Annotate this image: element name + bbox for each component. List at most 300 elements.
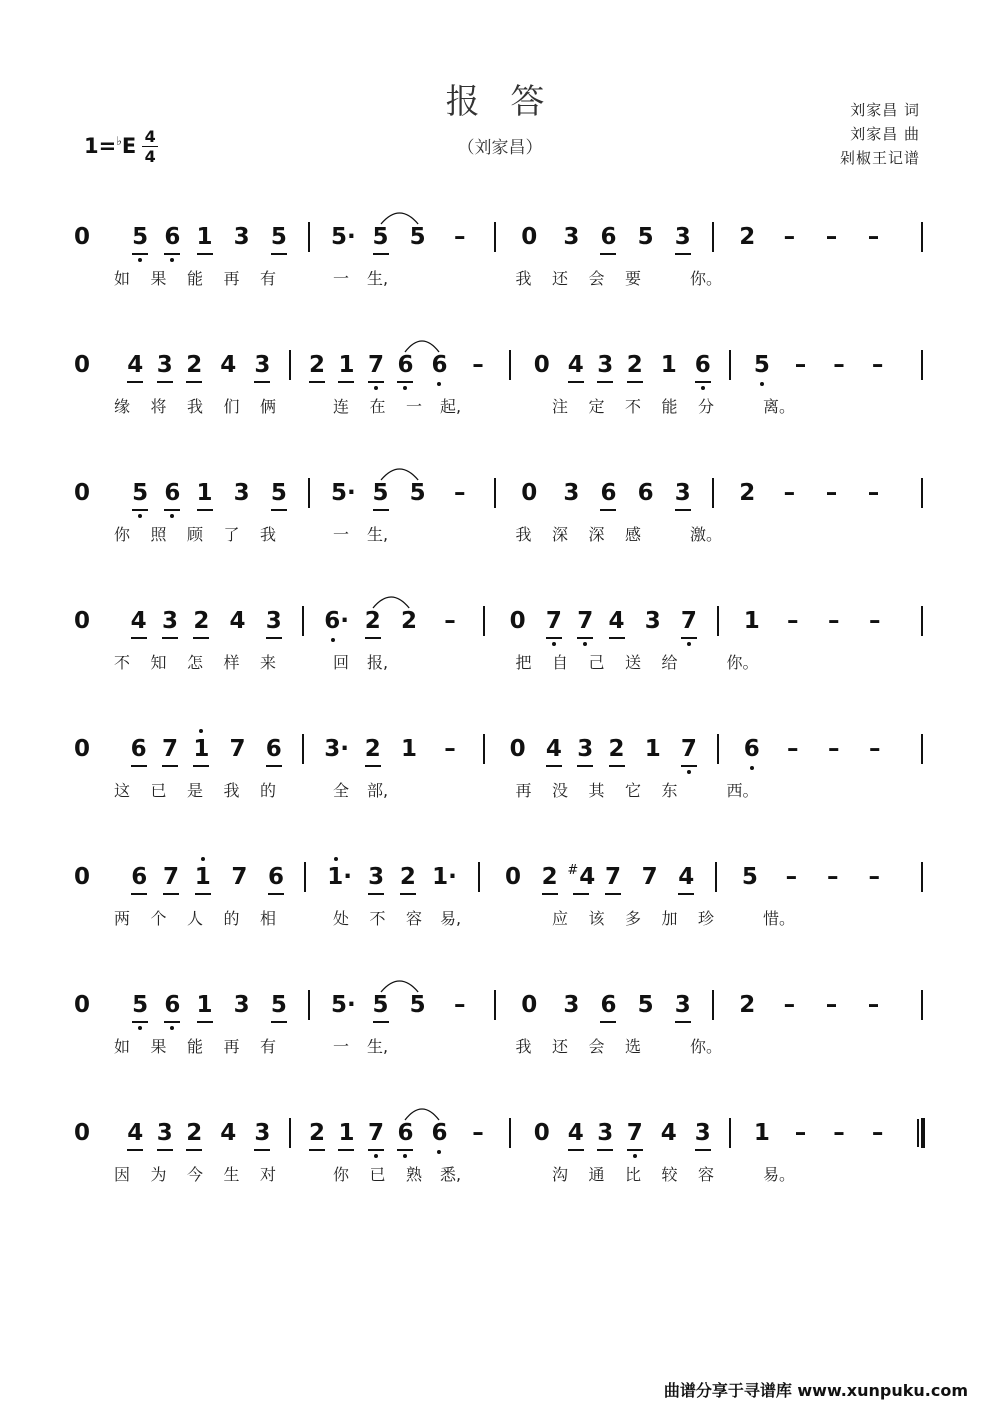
note: 1 bbox=[193, 736, 210, 762]
eighth-underline bbox=[573, 893, 589, 895]
note: 6 bbox=[164, 480, 181, 506]
low-octave-dot bbox=[170, 258, 174, 262]
note: 6 bbox=[431, 352, 448, 378]
eighth-underline bbox=[271, 253, 287, 255]
note: 7 bbox=[229, 736, 246, 762]
eighth-underline bbox=[368, 1149, 384, 1151]
note: 7 bbox=[163, 864, 180, 890]
composer-credit: 刘家昌 曲 bbox=[850, 125, 920, 143]
note: 5 bbox=[372, 992, 389, 1018]
note: 3 bbox=[254, 1120, 271, 1146]
low-octave-dot bbox=[170, 1026, 174, 1030]
lyric-syllable: 沟 bbox=[551, 1165, 569, 1184]
lyric-syllable: 你 bbox=[113, 525, 131, 544]
note: 0 bbox=[73, 864, 91, 890]
note: 5· bbox=[331, 480, 356, 506]
barline bbox=[302, 734, 304, 764]
note-extension: – bbox=[787, 736, 799, 762]
note: 5 bbox=[270, 480, 287, 506]
eighth-underline bbox=[195, 893, 211, 895]
note: 3 bbox=[563, 480, 580, 506]
eighth-underline bbox=[193, 637, 209, 639]
barline bbox=[717, 734, 719, 764]
eighth-underline bbox=[600, 1021, 616, 1023]
lyric-syllable: 其 bbox=[588, 781, 605, 800]
eighth-underline bbox=[365, 637, 381, 639]
barline bbox=[494, 478, 496, 508]
lyric-syllable: 缘 bbox=[113, 397, 131, 416]
lyric-syllable: 深 bbox=[588, 525, 605, 544]
note: 5 bbox=[637, 992, 654, 1018]
note-extension: – bbox=[871, 1120, 884, 1146]
eighth-underline bbox=[609, 765, 625, 767]
eighth-underline bbox=[368, 893, 384, 895]
low-octave-dot bbox=[750, 766, 754, 770]
time-signature-unit: 4 bbox=[144, 146, 156, 166]
note: 2 bbox=[364, 608, 381, 634]
eighth-underline bbox=[309, 381, 325, 383]
lyric-syllable: 珍 bbox=[697, 909, 715, 928]
note-extension: – bbox=[867, 992, 880, 1018]
low-octave-dot bbox=[138, 514, 142, 518]
note: 0 bbox=[73, 480, 91, 506]
note-extension: – bbox=[833, 352, 845, 378]
eighth-underline bbox=[131, 765, 147, 767]
note: 0 bbox=[509, 736, 526, 762]
note: 1 bbox=[753, 1120, 770, 1146]
eighth-underline bbox=[568, 381, 584, 383]
lyric-syllable: 容 bbox=[405, 909, 423, 928]
eighth-underline bbox=[577, 765, 593, 767]
lyric-syllable: 一 bbox=[332, 525, 350, 544]
note: 3 bbox=[674, 992, 691, 1018]
note: 6 bbox=[397, 1120, 414, 1146]
note: 5 bbox=[741, 864, 758, 890]
note: 2 bbox=[739, 992, 756, 1018]
low-octave-dot bbox=[437, 382, 441, 386]
note: 2 bbox=[626, 352, 643, 378]
note: 1 bbox=[338, 1120, 355, 1146]
barline bbox=[308, 990, 310, 1020]
note: 5 bbox=[270, 992, 287, 1018]
lyric-syllable: 该 bbox=[588, 909, 605, 928]
barline bbox=[712, 478, 714, 508]
score-line bbox=[0, 1118, 1000, 1208]
lyric-syllable: 能 bbox=[661, 397, 678, 416]
low-octave-dot bbox=[374, 386, 378, 390]
note: 2 bbox=[399, 864, 416, 890]
lyric-syllable: 生, bbox=[366, 269, 389, 288]
lyric-syllable: 个 bbox=[150, 909, 167, 928]
note: 3 bbox=[156, 1120, 173, 1146]
lyric-syllable: 已 bbox=[150, 781, 167, 800]
note-extension: – bbox=[785, 864, 798, 890]
eighth-underline bbox=[197, 253, 213, 255]
lyric-syllable: 在 bbox=[369, 397, 386, 416]
low-octave-dot bbox=[170, 514, 174, 518]
note: 6 bbox=[743, 736, 760, 762]
lyric-syllable: 因 bbox=[113, 1165, 131, 1184]
low-octave-dot bbox=[403, 1154, 407, 1158]
note: 7 bbox=[641, 864, 658, 890]
eighth-underline bbox=[266, 637, 282, 639]
eighth-underline bbox=[162, 637, 178, 639]
lyric-syllable: 报, bbox=[366, 653, 389, 672]
eighth-underline bbox=[132, 1021, 148, 1023]
eighth-underline bbox=[164, 253, 180, 255]
song-subtitle: （刘家昌） bbox=[457, 138, 543, 158]
lyric-syllable: 我 bbox=[259, 525, 277, 544]
note: 3 bbox=[694, 1120, 711, 1146]
note-digit: 4 bbox=[579, 864, 596, 890]
lyric-syllable: 顾 bbox=[186, 525, 204, 544]
lyric-syllable: 易, bbox=[439, 909, 462, 928]
eighth-underline bbox=[132, 253, 148, 255]
eighth-underline bbox=[373, 509, 389, 511]
lyric-syllable: 部, bbox=[366, 781, 389, 800]
lyric-syllable: 能 bbox=[186, 1037, 204, 1056]
eighth-underline bbox=[597, 1149, 613, 1151]
lyric-syllable: 没 bbox=[551, 781, 569, 800]
lyric-syllable: 分 bbox=[697, 397, 715, 416]
tie-arc bbox=[403, 334, 441, 354]
note-extension: – bbox=[828, 736, 840, 762]
lyric-syllable: 我 bbox=[515, 269, 532, 288]
lyric-syllable: 比 bbox=[624, 1165, 642, 1184]
lyric-syllable: 一 bbox=[332, 269, 350, 288]
low-octave-dot bbox=[374, 1154, 378, 1158]
lyric-syllable: 容 bbox=[697, 1165, 715, 1184]
lyric-syllable: 果 bbox=[150, 269, 167, 288]
lyric-syllable: 是 bbox=[186, 781, 204, 800]
eighth-underline bbox=[397, 1149, 413, 1151]
eighth-underline bbox=[597, 381, 613, 383]
barline bbox=[712, 990, 714, 1020]
footer-source: 曲谱分享于寻谱库 www.xunpuku.com bbox=[663, 1381, 968, 1400]
eighth-underline bbox=[163, 893, 179, 895]
barline bbox=[921, 478, 923, 508]
note: 0 bbox=[521, 992, 538, 1018]
note: 1 bbox=[644, 736, 661, 762]
score-line bbox=[0, 734, 1000, 824]
note: 3 bbox=[674, 480, 691, 506]
credits bbox=[840, 98, 920, 170]
note: 6 bbox=[131, 864, 148, 890]
note: 0 bbox=[509, 608, 526, 634]
note: 1 bbox=[196, 480, 213, 506]
lyric-syllable: 我 bbox=[223, 781, 240, 800]
lyric-syllable: 我 bbox=[515, 525, 532, 544]
time-signature-beats: 4 bbox=[144, 126, 156, 146]
lyric-syllable: 再 bbox=[223, 1037, 240, 1056]
lyric-syllable: 加 bbox=[661, 909, 678, 928]
eighth-underline bbox=[266, 765, 282, 767]
note-extension: – bbox=[783, 480, 796, 506]
barline bbox=[712, 222, 714, 252]
note-extension: – bbox=[828, 608, 840, 634]
note: 7 bbox=[680, 736, 697, 762]
barline bbox=[494, 990, 496, 1020]
note: 7 bbox=[680, 608, 697, 634]
note bbox=[567, 862, 595, 896]
score-line bbox=[0, 222, 1000, 312]
note: 0 bbox=[73, 352, 91, 378]
low-octave-dot bbox=[403, 386, 407, 390]
eighth-underline bbox=[271, 509, 287, 511]
lyric-syllable: 送 bbox=[624, 653, 642, 672]
barline bbox=[717, 606, 719, 636]
barline bbox=[483, 606, 485, 636]
eighth-underline bbox=[338, 381, 354, 383]
note: 7 bbox=[605, 864, 622, 890]
note: 3 bbox=[597, 1120, 614, 1146]
barline bbox=[289, 350, 291, 380]
note: 5 bbox=[753, 352, 770, 378]
low-octave-dot bbox=[138, 1026, 142, 1030]
eighth-underline bbox=[164, 509, 180, 511]
note: 5 bbox=[132, 992, 149, 1018]
note: 2 bbox=[739, 480, 756, 506]
note: 3 bbox=[265, 608, 282, 634]
barline bbox=[483, 734, 485, 764]
note: 6· bbox=[324, 608, 349, 634]
eighth-underline bbox=[681, 637, 697, 639]
lyric-syllable: 了 bbox=[223, 525, 240, 544]
note: 3 bbox=[254, 352, 271, 378]
eighth-underline bbox=[400, 893, 416, 895]
lyric-syllable: 多 bbox=[624, 909, 642, 928]
note-extension: – bbox=[827, 864, 839, 890]
note: 2 bbox=[608, 736, 625, 762]
note: 4 bbox=[545, 736, 562, 762]
barline bbox=[494, 222, 496, 252]
note: 4 bbox=[229, 608, 246, 634]
note: 3 bbox=[233, 992, 250, 1018]
note: 2 bbox=[193, 608, 210, 634]
lyric-syllable: 你。 bbox=[726, 653, 759, 672]
note: 0 bbox=[73, 1120, 91, 1146]
lyric-syllable: 一 bbox=[332, 1037, 350, 1056]
lyric-syllable: 再 bbox=[223, 269, 240, 288]
lyric-syllable: 生 bbox=[223, 1165, 240, 1184]
eighth-underline bbox=[695, 381, 711, 383]
note: 7 bbox=[367, 352, 384, 378]
lyric-syllable: 还 bbox=[551, 1037, 569, 1056]
tie-arc bbox=[371, 590, 411, 610]
lyric-syllable: 东 bbox=[661, 781, 678, 800]
note: 0 bbox=[533, 352, 550, 378]
transcriber-credit: 剁椒王记谱 bbox=[839, 149, 920, 167]
low-octave-dot bbox=[633, 1154, 637, 1158]
note-extension: – bbox=[444, 736, 456, 762]
note: 7 bbox=[626, 1120, 643, 1146]
note-extension: – bbox=[867, 224, 880, 250]
note: 2 bbox=[400, 608, 417, 634]
barline bbox=[729, 1118, 731, 1148]
lyric-syllable: 较 bbox=[661, 1165, 678, 1184]
flat-sign: ♭ bbox=[116, 134, 122, 148]
lyric-syllable: 今 bbox=[186, 1165, 204, 1184]
barline bbox=[921, 350, 923, 380]
lyric-syllable: 不 bbox=[369, 909, 386, 928]
eighth-underline bbox=[254, 381, 270, 383]
eighth-underline bbox=[675, 509, 691, 511]
lyric-syllable: 一 bbox=[405, 397, 423, 416]
eighth-underline bbox=[627, 381, 643, 383]
note: 4 bbox=[608, 608, 625, 634]
lyric-syllable: 知 bbox=[150, 653, 167, 672]
lyric-syllable: 俩 bbox=[259, 397, 277, 416]
note: 3 bbox=[233, 224, 250, 250]
note: 1 bbox=[400, 736, 417, 762]
note: 3 bbox=[644, 608, 661, 634]
lyric-syllable: 起, bbox=[439, 397, 462, 416]
note: 0 bbox=[521, 480, 538, 506]
tie-arc bbox=[403, 1102, 441, 1122]
key-prefix: 1= bbox=[84, 134, 117, 158]
note: 6 bbox=[265, 736, 282, 762]
note: 4 bbox=[567, 352, 584, 378]
note: 4 bbox=[130, 608, 147, 634]
tie-arc bbox=[379, 462, 420, 482]
low-octave-dot bbox=[760, 382, 764, 386]
score-line bbox=[0, 990, 1000, 1080]
note: 7 bbox=[231, 864, 248, 890]
eighth-underline bbox=[609, 637, 625, 639]
lyric-syllable: 生, bbox=[366, 525, 389, 544]
lyric-syllable: 自 bbox=[551, 653, 569, 672]
eighth-underline bbox=[268, 893, 284, 895]
note: 1 bbox=[743, 608, 760, 634]
note-extension: – bbox=[794, 352, 807, 378]
note: 4 bbox=[660, 1120, 677, 1146]
lyric-syllable: 注 bbox=[551, 397, 569, 416]
note: 2 bbox=[541, 864, 558, 890]
lyric-syllable: 激。 bbox=[689, 525, 723, 544]
lyric-syllable: 我 bbox=[515, 1037, 532, 1056]
note: 2 bbox=[739, 224, 756, 250]
note-extension: – bbox=[825, 992, 838, 1018]
lyric-syllable: 两 bbox=[113, 909, 131, 928]
lyric-syllable: 定 bbox=[588, 397, 605, 416]
note: 1 bbox=[196, 992, 213, 1018]
lyric-syllable: 对 bbox=[259, 1165, 277, 1184]
eighth-underline bbox=[127, 1149, 143, 1151]
note-extension: – bbox=[453, 480, 466, 506]
lyric-syllable: 果 bbox=[150, 1037, 167, 1056]
note-extension: – bbox=[783, 992, 796, 1018]
lyric-syllable: 这 bbox=[113, 781, 131, 800]
lyric-syllable: 们 bbox=[223, 397, 240, 416]
eighth-underline bbox=[695, 1149, 711, 1151]
eighth-underline bbox=[186, 1149, 202, 1151]
note: 6 bbox=[130, 736, 147, 762]
low-octave-dot bbox=[687, 770, 691, 774]
barline bbox=[509, 1118, 511, 1148]
eighth-underline bbox=[197, 509, 213, 511]
lyric-syllable: 生, bbox=[366, 1037, 389, 1056]
lyric-syllable: 通 bbox=[588, 1165, 605, 1184]
note: 3 bbox=[368, 864, 385, 890]
note: 5 bbox=[637, 224, 654, 250]
note: 1· bbox=[432, 864, 457, 890]
score-line bbox=[0, 862, 1000, 952]
note-extension: – bbox=[444, 608, 456, 634]
note: 1 bbox=[194, 864, 211, 890]
lyric-syllable: 易。 bbox=[762, 1165, 796, 1184]
note-extension: – bbox=[833, 1120, 845, 1146]
lyric-syllable: 应 bbox=[551, 909, 569, 928]
note-extension: – bbox=[783, 224, 796, 250]
lyric-syllable: 你 bbox=[332, 1165, 350, 1184]
low-octave-dot bbox=[437, 1150, 441, 1154]
note: 5 bbox=[372, 480, 389, 506]
eighth-underline bbox=[373, 253, 389, 255]
eighth-underline bbox=[568, 1149, 584, 1151]
note: 6 bbox=[267, 864, 284, 890]
note: 0 bbox=[73, 992, 91, 1018]
lyric-syllable: 为 bbox=[150, 1165, 167, 1184]
barline bbox=[715, 862, 717, 892]
eighth-underline bbox=[186, 381, 202, 383]
eighth-underline bbox=[577, 637, 593, 639]
note: 6 bbox=[397, 352, 414, 378]
lyric-syllable: 回 bbox=[332, 653, 350, 672]
note: 5 bbox=[132, 224, 149, 250]
note: 5 bbox=[372, 224, 389, 250]
lyric-syllable: 把 bbox=[515, 653, 532, 672]
note-extension: – bbox=[867, 480, 880, 506]
lyric-syllable: 会 bbox=[588, 269, 605, 288]
note: 5 bbox=[132, 480, 149, 506]
eighth-underline bbox=[132, 509, 148, 511]
note: 2 bbox=[364, 736, 381, 762]
eighth-underline bbox=[131, 893, 147, 895]
key-signature bbox=[84, 122, 158, 170]
note: 2 bbox=[186, 1120, 203, 1146]
time-signature bbox=[142, 127, 158, 166]
eighth-underline bbox=[600, 253, 616, 255]
note: 4 bbox=[220, 352, 237, 378]
lyric-syllable: 全 bbox=[332, 781, 350, 800]
note: 1 bbox=[196, 224, 213, 250]
note: 6 bbox=[431, 1120, 448, 1146]
note: 7 bbox=[162, 736, 179, 762]
barline bbox=[308, 478, 310, 508]
barline bbox=[729, 350, 731, 380]
barline bbox=[289, 1118, 291, 1148]
lyric-syllable: 你。 bbox=[689, 1037, 723, 1056]
lyric-syllable: 西。 bbox=[726, 781, 759, 800]
note: 1· bbox=[327, 864, 352, 890]
lyric-syllable: 相 bbox=[259, 909, 277, 928]
note: 0 bbox=[73, 224, 91, 250]
score-line bbox=[0, 606, 1000, 696]
score-line bbox=[0, 478, 1000, 568]
lyric-syllable: 来 bbox=[259, 653, 277, 672]
note: 0 bbox=[73, 736, 91, 762]
barline bbox=[921, 990, 923, 1020]
final-barline bbox=[921, 1118, 925, 1148]
lyric-syllable: 的 bbox=[259, 781, 277, 800]
eighth-underline bbox=[605, 893, 621, 895]
eighth-underline bbox=[271, 1021, 287, 1023]
low-octave-dot bbox=[552, 642, 556, 646]
eighth-underline bbox=[162, 765, 178, 767]
note: 4 bbox=[127, 1120, 144, 1146]
lyric-syllable: 连 bbox=[332, 397, 350, 416]
note-extension: – bbox=[869, 736, 881, 762]
